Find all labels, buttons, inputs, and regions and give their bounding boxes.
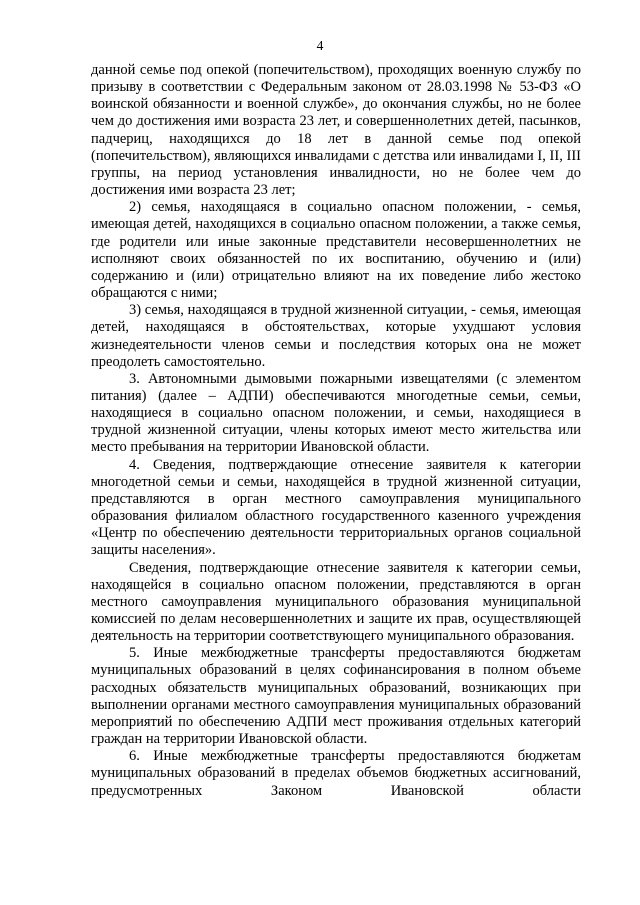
paragraph-section-6: 6. Иные межбюджетные трансферты предоставляются бюджетам муниципальных образований в пределах объемов бюджетных ассигнований, предусмотренных Законом Ивановской области bbox=[91, 748, 581, 799]
paragraph-section-4-cont: Сведения, подтверждающие отнесение заявителя к категории семьи, находящейся в социально опасном положении, представляются в орган местного самоуправления муниципального образования муниципальной комиссией по делам несовершеннолетних и защите их прав, осуществляющей деятельность на территории соответствующего муниципального образования. bbox=[91, 559, 581, 645]
paragraph-continuation: данной семье под опекой (попечительством), проходящих военную службу по призыву в соответствии с Федеральным законом от 28.03.1998 № 53-ФЗ «О воинской обязанности и военной службе», до окончания службы, но не более чем до достижения ими возраста 23 лет, и совершеннолетних детей, пасынков, падчериц, находящихся до 18 лет в данной семье под опекой (попечительством), являющихся инвалидами с детства или инвалидами I, II, III группы, на период установления инвалидности, но не более чем до достижения ими возраста 23 лет; bbox=[91, 62, 581, 199]
document-body bbox=[91, 62, 581, 800]
paragraph-item-3: 3) семья, находящаяся в трудной жизненной ситуации, - семья, имеющая детей, находящаяся в обстоятельствах, которые ухудшают условия жизнедеятельности членов семьи и последствия которых она не может преодолеть самостоятельно. bbox=[91, 302, 581, 370]
page-number: 4 bbox=[316, 38, 324, 53]
paragraph-item-2: 2) семья, находящаяся в социально опасном положении, - семья, имеющая детей, находящихся в социально опасном положении, а также семья, где родители или иные законные представители несовершеннолетних не исполняют своих обязанностей по их воспитанию, обучению и (или) содержанию и (или) отрицательно влияют на их поведение либо жестоко обращаются с ними; bbox=[91, 199, 581, 302]
paragraph-section-4: 4. Сведения, подтверждающие отнесение заявителя к категории многодетной семьи и семьи, находящейся в трудной жизненной ситуации, представляются в орган местного самоуправления муниципального образования филиалом областного государственного казенного учреждения «Центр по обеспечению деятельности территориальных органов социальной защиты населения». bbox=[91, 456, 581, 559]
paragraph-section-5: 5. Иные межбюджетные трансферты предоставляются бюджетам муниципальных образований в целях софинансирования в полном объеме расходных обязательств муниципальных образований, возникающих при выполнении органами местного самоуправления муниципальных образований мероприятий по обеспечению АДПИ мест проживания отдельных категорий граждан на территории Ивановской области. bbox=[91, 645, 581, 748]
paragraph-section-3: 3. Автономными дымовыми пожарными извещателями (с элементом питания) (далее – АДПИ) обеспечиваются многодетные семьи, семьи, находящиеся в социально опасном положении, и семьи, находящиеся в трудной жизненной ситуации, члены которых имеют место жительства или место пребывания на территории Ивановской области. bbox=[91, 370, 581, 456]
